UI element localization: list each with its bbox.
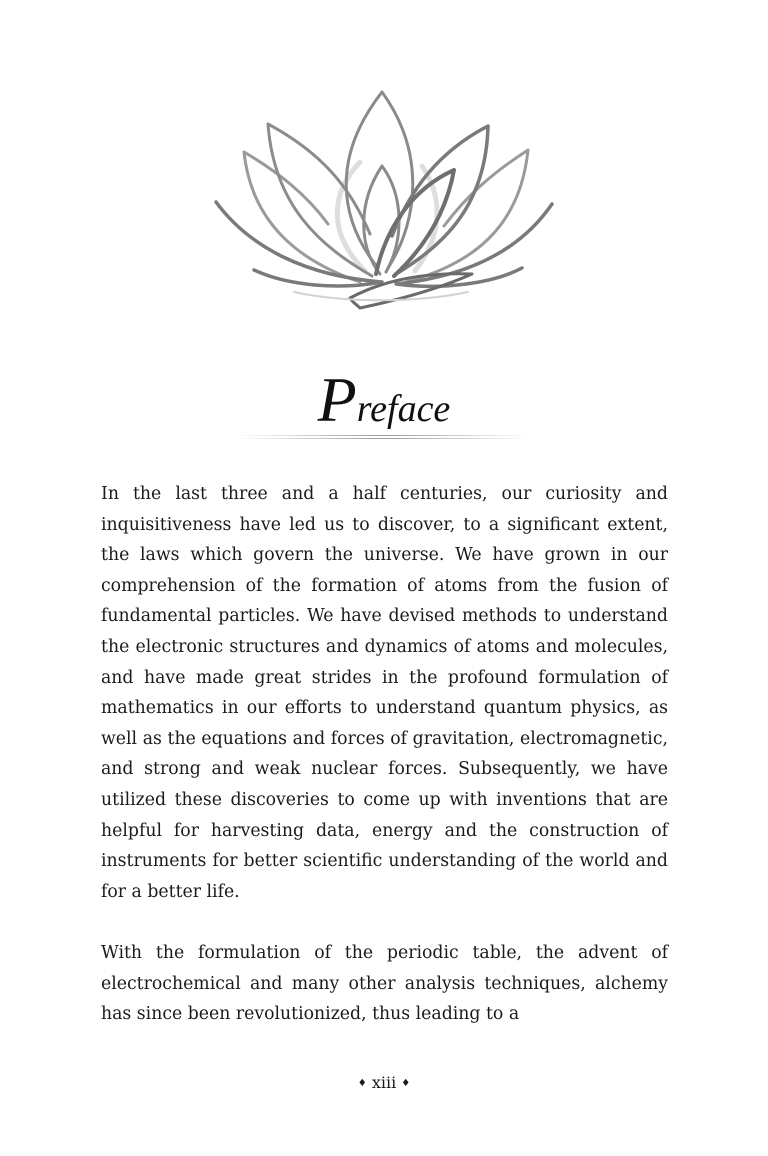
folio-number: xiii [371, 1073, 397, 1092]
lotus-base-sepal [350, 274, 472, 308]
lotus-petal-left [268, 124, 372, 276]
folio-diamond-left: ♦ [357, 1078, 367, 1089]
paragraph-2: With the formulation of the periodic table, the advent of electrochemical and many other analysis techniques, alchemy has since been revolutionized, thus leading to a [101, 942, 668, 1025]
title-initial: P [317, 364, 357, 435]
lotus-center-petal [346, 92, 413, 268]
lotus-base-curve [294, 292, 468, 300]
title-rest: reface [356, 388, 451, 430]
paragraph-1: In the last three and a half centuries, our curiosity and inquisitiveness have led us to discover, to a significant extent, the laws which govern the universe. We have grown in our comprehension of the formation of atoms from the fusion of fundamental particles. We have devised methods to understand the electronic structures and dynamics of atoms and molecules, and have made great strides in the profound formulation of mathematics in our efforts to understand quantum physics, as well as the equations and forces of gravitation, electromagnetic, and strong and weak nuclear forces. Subsequently, we have utilized these discoveries to come up with inventions that are helpful for harvesting data, energy and the construction of instruments for better scientific understanding of the world and for a better life. [101, 484, 668, 902]
title-divider [238, 434, 530, 440]
page-title [0, 364, 768, 435]
preface-body [101, 479, 668, 1030]
page-number [0, 1073, 768, 1092]
lotus-flower-icon [210, 86, 558, 318]
folio-diamond-right: ♦ [401, 1078, 411, 1089]
